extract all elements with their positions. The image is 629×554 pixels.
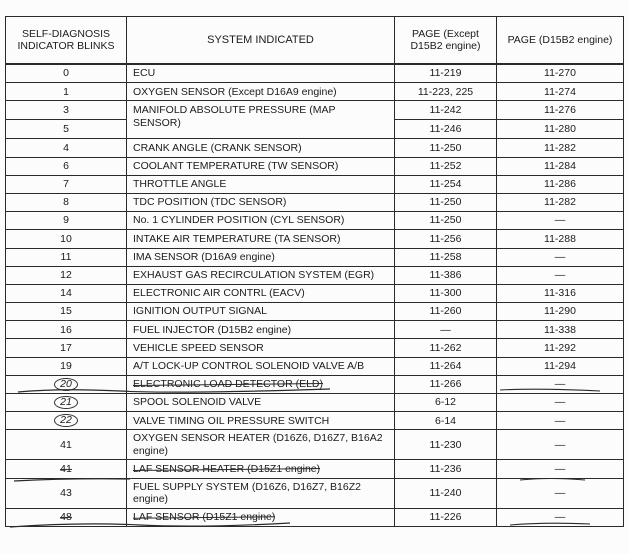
cell-page-d15b2: 11-338 bbox=[497, 321, 624, 339]
cell-page-d15b2: — bbox=[497, 375, 624, 393]
handwritten-circled-code: 22 bbox=[54, 414, 78, 427]
table-row bbox=[6, 478, 624, 508]
cell-system bbox=[127, 460, 395, 478]
cell-page-d15b2: — bbox=[497, 212, 624, 230]
table-row bbox=[6, 212, 624, 230]
handwritten-circled-code: 20 bbox=[54, 378, 78, 391]
cell-page-except: 11-240 bbox=[395, 478, 497, 508]
cell-system: IGNITION OUTPUT SIGNAL bbox=[127, 303, 395, 321]
cell-page-d15b2: 11-294 bbox=[497, 357, 624, 375]
table-row bbox=[6, 303, 624, 321]
table-row bbox=[6, 83, 624, 101]
cell-system: No. 1 CYLINDER POSITION (CYL SENSOR) bbox=[127, 212, 395, 230]
cell-page-except: 11-260 bbox=[395, 303, 497, 321]
header-row bbox=[6, 17, 624, 65]
cell-page-d15b2: 11-280 bbox=[497, 120, 624, 139]
struck-system-text: ELECTRONIC LOAD DETECTOR (ELD) bbox=[133, 378, 323, 391]
cell-system-line2: SENSOR) bbox=[133, 116, 181, 129]
cell-page-d15b2: — bbox=[497, 460, 624, 478]
cell-code: 6 bbox=[6, 157, 127, 175]
cell-system: THROTTLE ANGLE bbox=[127, 175, 395, 193]
cell-page-except: 11-262 bbox=[395, 339, 497, 357]
cell-page-except: 6-12 bbox=[395, 394, 497, 412]
table-row bbox=[6, 321, 624, 339]
cell-code: 17 bbox=[6, 339, 127, 357]
cell-code: 1 bbox=[6, 83, 127, 101]
cell-page-d15b2: 11-282 bbox=[497, 193, 624, 211]
cell-system bbox=[127, 508, 395, 526]
cell-page-except: 11-250 bbox=[395, 212, 497, 230]
cell-system: ELECTRONIC AIR CONTRL (EACV) bbox=[127, 284, 395, 302]
cell-page-d15b2: 11-284 bbox=[497, 157, 624, 175]
table-row bbox=[6, 460, 624, 478]
table-row bbox=[6, 175, 624, 193]
cell-page-d15b2: — bbox=[497, 478, 624, 508]
cell-system: VEHICLE SPEED SENSOR bbox=[127, 339, 395, 357]
cell-page-d15b2: 11-290 bbox=[497, 303, 624, 321]
table-row bbox=[6, 430, 624, 460]
table-row bbox=[6, 394, 624, 412]
cell-page-except: 11-246 bbox=[395, 120, 497, 139]
cell-system: ECU bbox=[127, 64, 395, 83]
cell-code: 19 bbox=[6, 357, 127, 375]
cell-system-line1: MANIFOLD ABSOLUTE PRESSURE (MAP bbox=[133, 104, 336, 117]
cell-page-except: 11-250 bbox=[395, 193, 497, 211]
cell-system: CRANK ANGLE (CRANK SENSOR) bbox=[127, 139, 395, 157]
cell-page-except: 11-300 bbox=[395, 284, 497, 302]
cell-page-except: 11-252 bbox=[395, 157, 497, 175]
diagnosis-table bbox=[5, 16, 624, 527]
cell-system: OXYGEN SENSOR HEATER (D16Z6, D16Z7, B16A2 engine) bbox=[127, 430, 395, 460]
cell-system: A/T LOCK-UP CONTROL SOLENOID VALVE A/B bbox=[127, 357, 395, 375]
table-row bbox=[6, 230, 624, 248]
cell-page-d15b2: 11-276 bbox=[497, 101, 624, 120]
table-row bbox=[6, 412, 624, 430]
cell-code: 41 bbox=[6, 430, 127, 460]
cell-code: 43 bbox=[6, 478, 127, 508]
cell-system: FUEL SUPPLY SYSTEM (D16Z6, D16Z7, B16Z2 engine) bbox=[127, 478, 395, 508]
cell-code: 15 bbox=[6, 303, 127, 321]
struck-code-text: 41 bbox=[60, 462, 72, 475]
cell-page-d15b2: — bbox=[497, 266, 624, 284]
cell-page-except: 11-266 bbox=[395, 375, 497, 393]
cell-code: 7 bbox=[6, 175, 127, 193]
cell-code: 14 bbox=[6, 284, 127, 302]
table-row bbox=[6, 339, 624, 357]
cell-page-d15b2: — bbox=[497, 412, 624, 430]
cell-code bbox=[6, 460, 127, 478]
cell-code bbox=[6, 394, 127, 412]
cell-code bbox=[6, 508, 127, 526]
cell-page-except: — bbox=[395, 321, 497, 339]
cell-code: 9 bbox=[6, 212, 127, 230]
cell-page-d15b2: — bbox=[497, 430, 624, 460]
table-row bbox=[6, 193, 624, 211]
cell-system: COOLANT TEMPERATURE (TW SENSOR) bbox=[127, 157, 395, 175]
cell-page-d15b2: 11-286 bbox=[497, 175, 624, 193]
cell-page-d15b2: 11-270 bbox=[497, 64, 624, 83]
cell-system: INTAKE AIR TEMPERATURE (TA SENSOR) bbox=[127, 230, 395, 248]
cell-page-except: 11-256 bbox=[395, 230, 497, 248]
header-page-except: PAGE (Except D15B2 engine) bbox=[395, 17, 497, 65]
handwritten-circled-code: 21 bbox=[54, 396, 78, 409]
cell-code: 8 bbox=[6, 193, 127, 211]
struck-system-text: LAF SENSOR HEATER (D15Z1 engine) bbox=[133, 462, 321, 475]
cell-page-d15b2: — bbox=[497, 508, 624, 526]
cell-page-except: 11-230 bbox=[395, 430, 497, 460]
cell-system: FUEL INJECTOR (D15B2 engine) bbox=[127, 321, 395, 339]
cell-page-except: 11-386 bbox=[395, 266, 497, 284]
cell-page-except: 11-219 bbox=[395, 64, 497, 83]
cell-code: 0 bbox=[6, 64, 127, 83]
cell-code: 3 bbox=[6, 101, 127, 120]
cell-page-d15b2: — bbox=[497, 248, 624, 266]
cell-system: VALVE TIMING OIL PRESSURE SWITCH bbox=[127, 412, 395, 430]
table-row bbox=[6, 101, 624, 120]
table-row bbox=[6, 357, 624, 375]
table-row bbox=[6, 157, 624, 175]
header-code: SELF-DIAGNOSIS INDICATOR BLINKS bbox=[6, 17, 127, 65]
cell-code: 4 bbox=[6, 139, 127, 157]
cell-page-except: 11-236 bbox=[395, 460, 497, 478]
table-row bbox=[6, 508, 624, 526]
cell-page-except: 11-258 bbox=[395, 248, 497, 266]
cell-system: TDC POSITION (TDC SENSOR) bbox=[127, 193, 395, 211]
table-row bbox=[6, 266, 624, 284]
table-row bbox=[6, 284, 624, 302]
cell-code: 10 bbox=[6, 230, 127, 248]
table-row bbox=[6, 64, 624, 83]
cell-system: IMA SENSOR (D16A9 engine) bbox=[127, 248, 395, 266]
header-system: SYSTEM INDICATED bbox=[127, 17, 395, 65]
cell-page-d15b2: 11-282 bbox=[497, 139, 624, 157]
cell-system: SPOOL SOLENOID VALVE bbox=[127, 394, 395, 412]
cell-page-except: 11-242 bbox=[395, 101, 497, 120]
cell-page-d15b2: 11-316 bbox=[497, 284, 624, 302]
table-row bbox=[6, 375, 624, 393]
cell-system: EXHAUST GAS RECIRCULATION SYSTEM (EGR) bbox=[127, 266, 395, 284]
cell-code bbox=[6, 412, 127, 430]
table-row bbox=[6, 248, 624, 266]
struck-code-text: 48 bbox=[60, 510, 72, 523]
cell-page-except: 11-264 bbox=[395, 357, 497, 375]
cell-page-except: 11-226 bbox=[395, 508, 497, 526]
cell-page-except: 6-14 bbox=[395, 412, 497, 430]
cell-code: 16 bbox=[6, 321, 127, 339]
cell-page-except: 11-223, 225 bbox=[395, 83, 497, 101]
cell-page-except: 11-250 bbox=[395, 139, 497, 157]
cell-code bbox=[6, 375, 127, 393]
struck-system-text: LAF SENSOR (D15Z1 engine) bbox=[133, 510, 276, 523]
cell-page-d15b2: 11-292 bbox=[497, 339, 624, 357]
cell-code: 11 bbox=[6, 248, 127, 266]
cell-system bbox=[127, 101, 395, 139]
cell-page-d15b2: — bbox=[497, 394, 624, 412]
cell-code: 5 bbox=[6, 120, 127, 139]
header-page-d15b2: PAGE (D15B2 engine) bbox=[497, 17, 624, 65]
cell-system: OXYGEN SENSOR (Except D16A9 engine) bbox=[127, 83, 395, 101]
cell-page-d15b2: 11-274 bbox=[497, 83, 624, 101]
cell-page-except: 11-254 bbox=[395, 175, 497, 193]
table-row bbox=[6, 139, 624, 157]
cell-page-d15b2: 11-288 bbox=[497, 230, 624, 248]
cell-code: 12 bbox=[6, 266, 127, 284]
cell-system bbox=[127, 375, 395, 393]
